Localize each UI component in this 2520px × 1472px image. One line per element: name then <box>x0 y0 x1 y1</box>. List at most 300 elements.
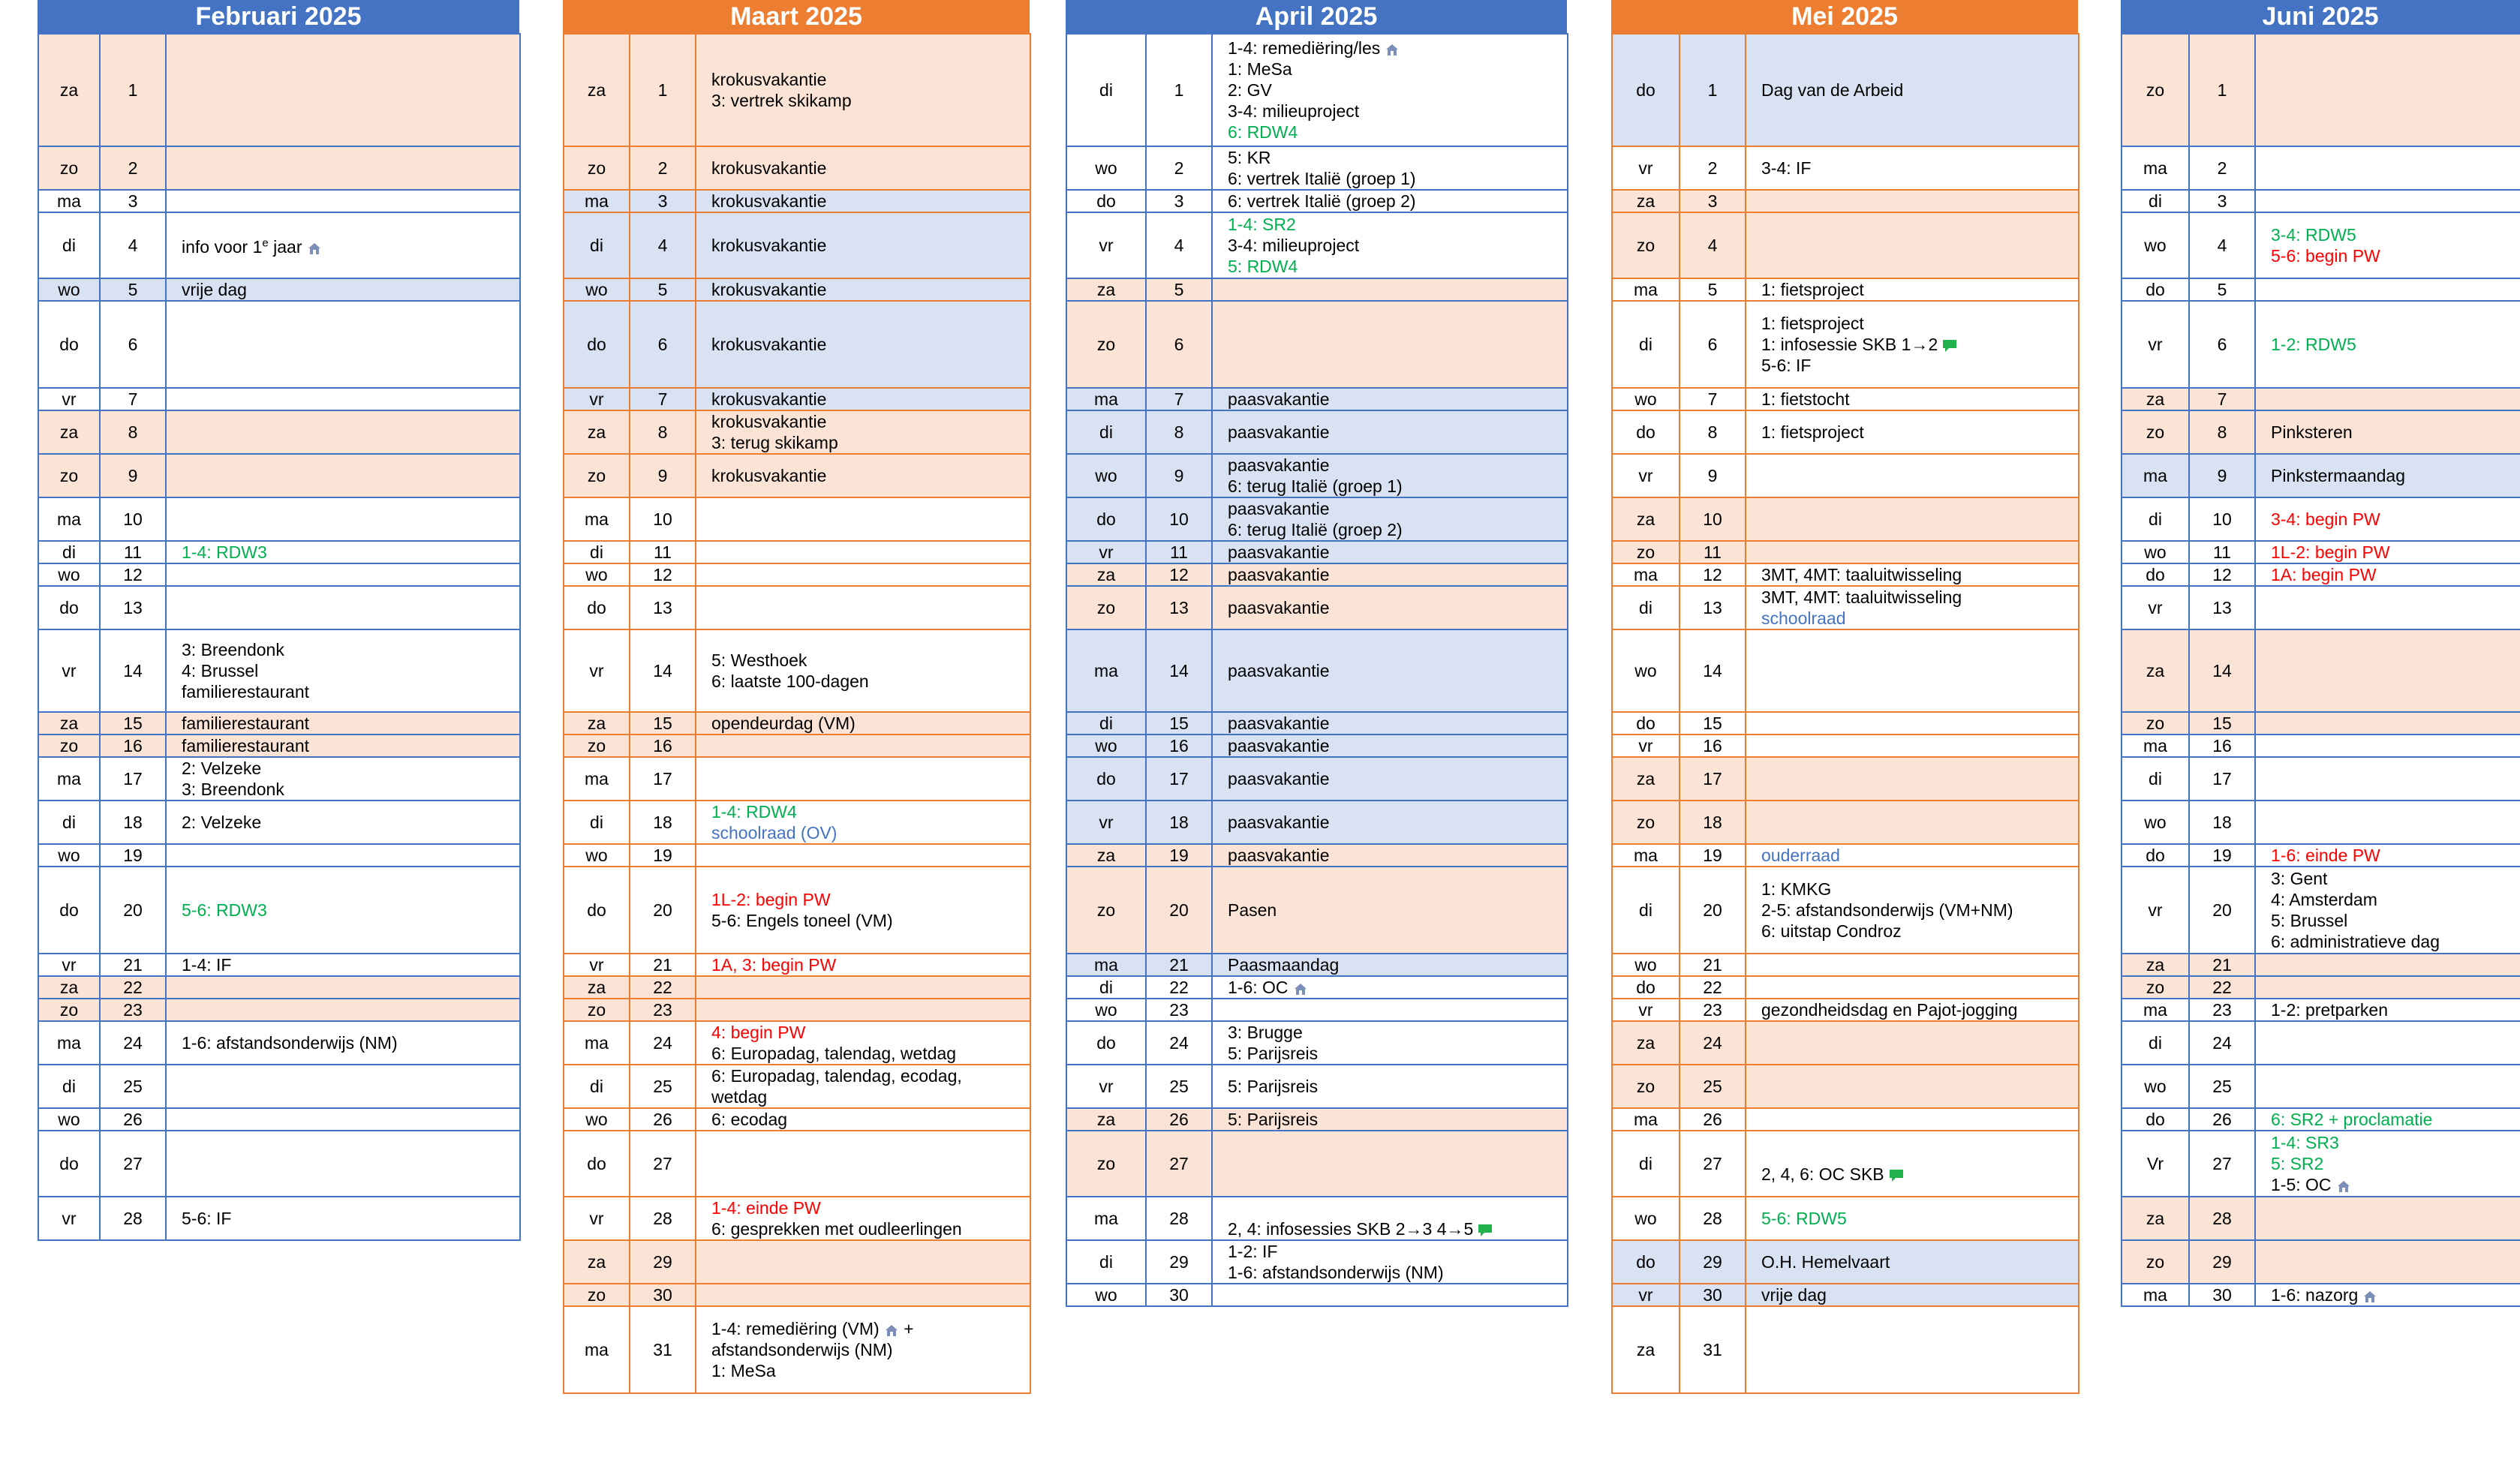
event-line <box>711 889 1030 910</box>
day-row <box>2122 976 2520 999</box>
event-text: krokusvakantie <box>711 412 827 431</box>
weekday-cell: do <box>1612 410 1679 454</box>
event-cell <box>696 1197 1030 1240</box>
date-cell: 4 <box>2189 212 2255 278</box>
weekday-cell: wo <box>38 278 100 301</box>
date-cell: 10 <box>100 497 166 541</box>
month-title: Februari 2025 <box>38 0 519 33</box>
day-row <box>38 1065 520 1108</box>
event-cell <box>696 712 1030 734</box>
date-cell: 26 <box>2189 1108 2255 1131</box>
weekday-cell: ma <box>1612 1108 1679 1131</box>
event-text: 3: Breendonk <box>182 780 284 799</box>
weekday-cell: ma <box>564 497 630 541</box>
event-cell <box>696 541 1030 563</box>
event-text: 1-2: IF <box>1228 1242 1278 1261</box>
weekday-cell: zo <box>2122 712 2189 734</box>
day-row <box>564 146 1030 190</box>
weekday-cell: wo <box>1612 629 1679 712</box>
event-cell <box>2255 1131 2520 1197</box>
weekday-cell: za <box>1612 1021 1679 1065</box>
weekday-cell: vr <box>38 629 100 712</box>
weekday-cell: za <box>564 410 630 454</box>
day-row <box>1066 844 1568 867</box>
event-cell <box>166 563 520 586</box>
date-cell: 12 <box>100 563 166 586</box>
day-row <box>1066 629 1568 712</box>
event-text: 1-6: afstandsonderwijs (NM) <box>1228 1263 1444 1282</box>
event-cell <box>1746 586 2079 629</box>
date-cell: 4 <box>100 212 166 278</box>
event-cell <box>696 388 1030 410</box>
day-row <box>1612 867 2079 954</box>
date-cell: 26 <box>100 1108 166 1131</box>
weekday-cell: wo <box>1612 388 1679 410</box>
event-line <box>711 69 1030 90</box>
event-text: afstandsonderwijs (NM) <box>711 1340 893 1359</box>
event-text: 5-6: begin PW <box>2271 246 2380 266</box>
weekday-cell: vr <box>1612 454 1679 497</box>
event-text: 1-4: RDW4 <box>711 802 797 822</box>
event-line <box>711 334 1030 355</box>
event-text: 1-4: RDW3 <box>182 542 267 562</box>
weekday-cell: do <box>1612 712 1679 734</box>
weekday-cell: za <box>1066 278 1146 301</box>
event-cell <box>1746 301 2079 388</box>
date-cell: 28 <box>630 1197 696 1240</box>
event-cell <box>166 801 520 844</box>
weekday-cell: zo <box>38 999 100 1021</box>
date-cell: 11 <box>1146 541 1212 563</box>
day-row <box>2122 999 2520 1021</box>
date-cell: 11 <box>100 541 166 563</box>
event-cell <box>1746 541 2079 563</box>
event-cell <box>1212 1021 1568 1065</box>
day-row <box>564 976 1030 999</box>
event-line <box>1228 101 1567 122</box>
date-cell: 31 <box>1679 1306 1746 1393</box>
weekday-cell: ma <box>1066 629 1146 712</box>
date-cell: 29 <box>1679 1240 1746 1284</box>
day-row <box>2122 1240 2520 1284</box>
weekday-cell: do <box>38 1131 100 1197</box>
event-line <box>182 758 519 779</box>
event-text: 1-4: remediëring (VM) <box>711 1319 880 1338</box>
day-row <box>1066 541 1568 563</box>
event-line <box>182 779 519 800</box>
event-line <box>711 1065 1030 1086</box>
event-cell <box>2255 867 2520 954</box>
event-cell <box>2255 1065 2520 1108</box>
day-row <box>1066 1197 1568 1240</box>
date-cell: 13 <box>1146 586 1212 629</box>
weekday-cell: vr <box>564 388 630 410</box>
day-row <box>1612 388 2079 410</box>
day-row <box>564 954 1030 976</box>
month-juni <box>2121 0 2520 1307</box>
event-text: paasvakantie <box>1228 422 1330 442</box>
day-row <box>564 34 1030 146</box>
weekday-cell: di <box>564 1065 630 1108</box>
date-cell: 6 <box>1146 301 1212 388</box>
date-cell: 27 <box>100 1131 166 1197</box>
weekday-cell: za <box>2122 629 2189 712</box>
event-cell <box>1746 844 2079 867</box>
event-line <box>1228 542 1567 563</box>
event-text: 1-6: afstandsonderwijs (NM) <box>182 1033 398 1053</box>
date-cell: 22 <box>1679 976 1746 999</box>
date-cell: 25 <box>100 1065 166 1108</box>
weekday-cell: vr <box>1612 146 1679 190</box>
event-cell <box>2255 586 2520 629</box>
event-cell <box>2255 1284 2520 1306</box>
event-line <box>711 279 1030 300</box>
event-cell <box>1212 146 1568 190</box>
event-line <box>1228 422 1567 443</box>
day-row <box>38 586 520 629</box>
weekday-cell: wo <box>564 563 630 586</box>
house-icon <box>2362 1290 2377 1303</box>
event-cell <box>166 712 520 734</box>
day-row <box>564 1240 1030 1284</box>
day-row <box>1066 388 1568 410</box>
event-text: schoolraad <box>1761 608 1846 628</box>
weekday-cell: ma <box>564 190 630 212</box>
event-cell <box>1212 190 1568 212</box>
day-row <box>1066 301 1568 388</box>
event-cell <box>1212 999 1568 1021</box>
event-line <box>1761 1284 2078 1305</box>
weekday-cell: do <box>2122 278 2189 301</box>
weekday-cell: di <box>2122 497 2189 541</box>
event-line <box>1228 1241 1567 1262</box>
date-cell: 27 <box>1679 1131 1746 1197</box>
date-cell: 26 <box>1146 1108 1212 1131</box>
event-line <box>711 954 1030 975</box>
day-row <box>1066 734 1568 757</box>
weekday-cell: za <box>564 976 630 999</box>
date-cell: 17 <box>630 757 696 801</box>
weekday-cell: wo <box>1066 1284 1146 1306</box>
event-text: 6: vertrek Italië (groep 1) <box>1228 169 1416 188</box>
event-text: 6: Europadag, talendag, wetdag <box>711 1044 957 1063</box>
date-cell: 22 <box>100 976 166 999</box>
date-cell: 23 <box>630 999 696 1021</box>
date-cell: 23 <box>2189 999 2255 1021</box>
day-row <box>1066 867 1568 954</box>
day-row <box>2122 497 2520 541</box>
date-cell: 5 <box>2189 278 2255 301</box>
day-row <box>2122 586 2520 629</box>
event-text: 5-6: Engels toneel (VM) <box>711 911 893 930</box>
event-line <box>711 1109 1030 1130</box>
day-row <box>1066 1065 1568 1108</box>
day-row <box>1612 212 2079 278</box>
weekday-cell: zo <box>1612 212 1679 278</box>
event-text: 5-6: IF <box>182 1209 232 1228</box>
event-line <box>1761 80 2078 101</box>
event-line <box>1228 38 1567 59</box>
weekday-cell: vr <box>1612 999 1679 1021</box>
day-row <box>38 1197 520 1240</box>
day-row <box>38 757 520 801</box>
event-cell <box>2255 454 2520 497</box>
day-row <box>38 563 520 586</box>
event-line <box>1228 768 1567 789</box>
weekday-cell: di <box>1612 301 1679 388</box>
date-cell: 1 <box>1679 34 1746 146</box>
event-line <box>182 1208 519 1229</box>
day-row <box>564 1108 1030 1131</box>
event-cell <box>1746 999 2079 1021</box>
weekday-cell: ma <box>564 1021 630 1065</box>
event-line <box>2271 1109 2520 1130</box>
date-cell: 16 <box>100 734 166 757</box>
weekday-cell: di <box>1066 34 1146 146</box>
event-text: 1-6: nazorg <box>2271 1285 2359 1305</box>
event-cell <box>1746 278 2079 301</box>
weekday-cell: za <box>564 1240 630 1284</box>
event-cell <box>1212 541 1568 563</box>
weekday-cell: wo <box>38 563 100 586</box>
weekday-cell: wo <box>2122 212 2189 278</box>
event-cell <box>2255 712 2520 734</box>
date-cell: 25 <box>630 1065 696 1108</box>
event-line <box>182 660 519 681</box>
date-cell: 31 <box>630 1306 696 1393</box>
weekday-cell: zo <box>564 146 630 190</box>
event-line <box>1228 900 1567 921</box>
event-line <box>2271 224 2520 245</box>
date-cell: 19 <box>2189 844 2255 867</box>
date-cell: 25 <box>2189 1065 2255 1108</box>
day-row <box>38 388 520 410</box>
date-cell: 23 <box>1146 999 1212 1021</box>
event-line <box>1761 1251 2078 1272</box>
day-row <box>2122 454 2520 497</box>
event-cell <box>166 388 520 410</box>
day-row <box>38 454 520 497</box>
event-cell <box>1746 1065 2079 1108</box>
date-cell: 13 <box>630 586 696 629</box>
date-cell: 6 <box>2189 301 2255 388</box>
event-text: paasvakantie <box>1228 565 1330 584</box>
event-cell <box>166 954 520 976</box>
event-line <box>1228 256 1567 277</box>
date-cell: 3 <box>1679 190 1746 212</box>
date-cell: 28 <box>2189 1197 2255 1240</box>
event-cell <box>696 586 1030 629</box>
event-cell <box>1212 844 1568 867</box>
weekday-cell: di <box>1612 867 1679 954</box>
date-cell: 20 <box>1146 867 1212 954</box>
weekday-cell: di <box>38 212 100 278</box>
event-text: 1: fietsproject <box>1761 422 1864 442</box>
date-cell: 6 <box>1679 301 1746 388</box>
day-row <box>2122 1108 2520 1131</box>
event-cell <box>696 954 1030 976</box>
day-row <box>2122 801 2520 844</box>
weekday-cell: do <box>564 867 630 954</box>
event-line <box>1761 355 2078 376</box>
event-text: krokusvakantie <box>711 191 827 211</box>
event-text: 5: Brussel <box>2271 911 2348 930</box>
event-cell <box>1212 34 1568 146</box>
event-line <box>711 910 1030 931</box>
event-cell <box>696 734 1030 757</box>
date-cell: 10 <box>630 497 696 541</box>
event-text: Pinkstermaandag <box>2271 466 2405 485</box>
chat-icon <box>1478 1224 1493 1237</box>
day-row <box>1612 301 2079 388</box>
event-line <box>2271 422 2520 443</box>
event-line <box>2271 334 2520 355</box>
event-text: 4: Brussel <box>182 661 259 680</box>
day-row <box>38 34 520 146</box>
month-april <box>1066 0 1567 1307</box>
date-cell: 15 <box>1679 712 1746 734</box>
event-cell <box>2255 629 2520 712</box>
date-cell: 27 <box>1146 1131 1212 1197</box>
event-text: 3: vertrek skikamp <box>711 91 852 110</box>
day-row <box>1612 1240 2079 1284</box>
event-cell <box>1212 1131 1568 1197</box>
day-row <box>1612 1197 2079 1240</box>
event-line <box>2271 1153 2520 1174</box>
date-cell: 24 <box>1679 1021 1746 1065</box>
event-cell <box>696 1284 1030 1306</box>
event-cell <box>1746 1306 2079 1393</box>
event-cell <box>696 1021 1030 1065</box>
event-text: 1-4: einde PW <box>711 1198 821 1218</box>
event-line <box>2271 564 2520 585</box>
weekday-cell: ma <box>564 757 630 801</box>
weekday-cell: za <box>564 34 630 146</box>
date-cell: 18 <box>1679 801 1746 844</box>
event-text: 3: Gent <box>2271 869 2328 888</box>
day-row <box>2122 34 2520 146</box>
weekday-cell: vr <box>38 954 100 976</box>
date-cell: 26 <box>630 1108 696 1131</box>
weekday-cell: vr <box>2122 867 2189 954</box>
event-cell <box>1746 388 2079 410</box>
date-cell: 25 <box>1679 1065 1746 1108</box>
day-row <box>564 1284 1030 1306</box>
date-cell: 5 <box>100 278 166 301</box>
weekday-cell: di <box>1066 1240 1146 1284</box>
event-line <box>1761 608 2078 629</box>
event-cell <box>166 586 520 629</box>
event-cell <box>696 497 1030 541</box>
event-text: 3MT, 4MT: taaluitwisseling <box>1761 587 1962 607</box>
date-cell: 23 <box>100 999 166 1021</box>
event-cell <box>2255 844 2520 867</box>
event-text: 1-4: SR2 <box>1228 215 1296 234</box>
event-text: vrije dag <box>1761 1285 1827 1305</box>
event-text: 1-2: pretparken <box>2271 1000 2388 1020</box>
event-line <box>1761 921 2078 942</box>
date-cell: 16 <box>630 734 696 757</box>
event-cell <box>2255 734 2520 757</box>
date-cell: 13 <box>1679 586 1746 629</box>
day-row <box>1612 712 2079 734</box>
date-cell: 20 <box>100 867 166 954</box>
day-row <box>564 541 1030 563</box>
date-cell: 28 <box>100 1197 166 1240</box>
event-text: Paasmaandag <box>1228 955 1340 975</box>
event-text: 1: fietsproject <box>1761 314 1864 333</box>
day-row <box>1066 1240 1568 1284</box>
weekday-cell: ma <box>2122 734 2189 757</box>
chat-icon <box>1889 1169 1904 1182</box>
date-cell: 30 <box>1146 1284 1212 1306</box>
day-row <box>1612 146 2079 190</box>
day-row <box>564 999 1030 1021</box>
day-row <box>38 190 520 212</box>
event-text: paasvakantie <box>1228 661 1330 680</box>
event-text: 5: Parijsreis <box>1228 1044 1319 1063</box>
event-cell <box>166 212 520 278</box>
day-row <box>38 278 520 301</box>
event-line <box>711 1086 1030 1107</box>
date-cell: 9 <box>630 454 696 497</box>
date-cell: 14 <box>1679 629 1746 712</box>
date-cell: 23 <box>1679 999 1746 1021</box>
event-cell <box>1746 410 2079 454</box>
event-line <box>1761 845 2078 866</box>
event-text: krokusvakantie <box>711 466 827 485</box>
event-cell <box>1212 1240 1568 1284</box>
event-text: Pinksteren <box>2271 422 2353 442</box>
event-cell <box>2255 1108 2520 1131</box>
day-row <box>38 999 520 1021</box>
date-cell: 14 <box>1146 629 1212 712</box>
event-line <box>1228 122 1567 143</box>
day-row <box>564 212 1030 278</box>
weekday-cell: za <box>2122 1197 2189 1240</box>
event-text: krokusvakantie <box>711 389 827 409</box>
date-cell: 11 <box>1679 541 1746 563</box>
event-cell <box>696 757 1030 801</box>
event-text: 1A: begin PW <box>2271 565 2377 584</box>
event-cell <box>1212 867 1568 954</box>
day-row <box>38 497 520 541</box>
weekday-cell: za <box>38 712 100 734</box>
day-row <box>1612 541 2079 563</box>
weekday-cell: zo <box>1066 586 1146 629</box>
event-cell <box>166 757 520 801</box>
event-text: wetdag <box>711 1087 768 1107</box>
day-row <box>38 1108 520 1131</box>
day-row <box>1612 734 2079 757</box>
day-row <box>38 301 520 388</box>
event-cell <box>1746 976 2079 999</box>
event-cell <box>1746 1240 2079 1284</box>
date-cell: 9 <box>100 454 166 497</box>
event-line <box>2271 1132 2520 1153</box>
day-row <box>1066 146 1568 190</box>
date-cell: 17 <box>1679 757 1746 801</box>
weekday-cell: zo <box>38 146 100 190</box>
weekday-cell: di <box>38 801 100 844</box>
date-cell: 5 <box>1146 278 1212 301</box>
event-text: familierestaurant <box>182 736 310 756</box>
event-cell <box>1746 1131 2079 1197</box>
weekday-cell: ma <box>564 1306 630 1393</box>
day-row <box>1612 1065 2079 1108</box>
date-cell: 15 <box>1146 712 1212 734</box>
event-cell <box>696 1065 1030 1108</box>
